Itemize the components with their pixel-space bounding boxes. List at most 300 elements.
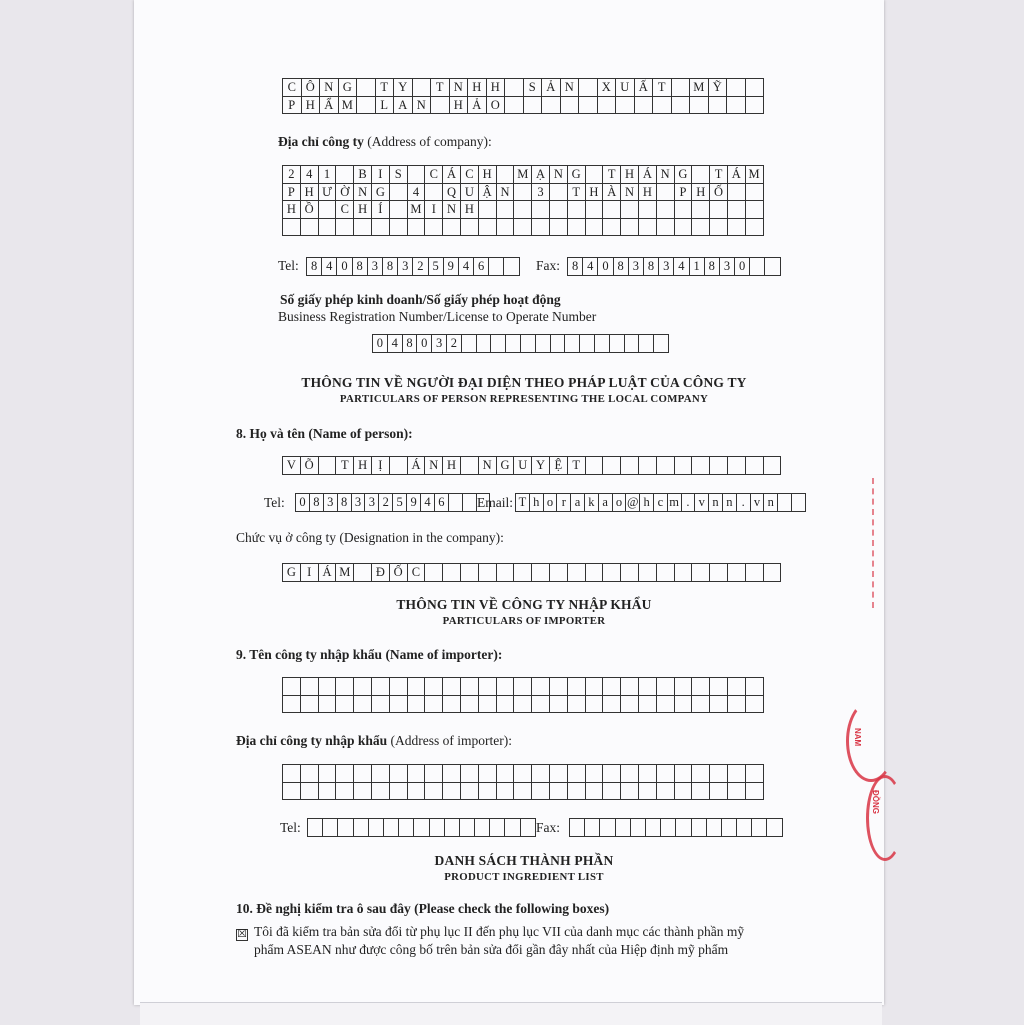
field-cell xyxy=(764,564,782,582)
field-cell: 8 xyxy=(307,258,322,276)
grid-cell xyxy=(675,201,693,219)
stamp-text-top: NAM xyxy=(853,728,862,747)
grid-cell xyxy=(443,783,461,801)
grid-cell xyxy=(354,696,372,714)
grid-cell xyxy=(675,219,693,237)
grid-cell xyxy=(586,201,604,219)
grid-cell: S xyxy=(390,166,408,184)
grid-cell xyxy=(461,765,479,783)
grid-cell xyxy=(710,765,728,783)
field-cell: o xyxy=(613,494,627,512)
grid-cell xyxy=(301,765,319,783)
grid-cell xyxy=(728,765,746,783)
field-cell xyxy=(646,819,661,837)
field-cell xyxy=(654,335,669,353)
grid-cell: À xyxy=(603,184,621,202)
check-text-line2: phẩm ASEAN như được công bố trên bản sửa đổi gần đây nhất của Hiệp định mỹ phẩm xyxy=(254,942,729,957)
field-cell xyxy=(461,457,479,475)
grid-cell xyxy=(639,696,657,714)
company-name-grid xyxy=(282,78,764,114)
field-cell xyxy=(746,564,764,582)
field-cell xyxy=(445,819,460,837)
grid-cell xyxy=(479,678,497,696)
license-number-field[interactable] xyxy=(372,334,669,353)
field-cell xyxy=(319,457,337,475)
field-cell: 8 xyxy=(705,258,720,276)
field-cell: C xyxy=(408,564,426,582)
grid-cell xyxy=(550,783,568,801)
grid-cell xyxy=(550,219,568,237)
field-cell: . xyxy=(737,494,751,512)
field-cell: 8 xyxy=(310,494,324,512)
grid-cell xyxy=(728,184,746,202)
field-cell xyxy=(449,494,463,512)
grid-cell xyxy=(443,765,461,783)
field-cell xyxy=(710,457,728,475)
grid-cell xyxy=(390,783,408,801)
importer-fax-field[interactable] xyxy=(569,818,783,837)
grid-cell: N xyxy=(657,166,675,184)
field-cell: 3 xyxy=(365,494,379,512)
field-cell: n xyxy=(709,494,723,512)
importer-address-grid[interactable] xyxy=(282,764,764,800)
grid-cell xyxy=(550,201,568,219)
grid-cell: H xyxy=(461,201,479,219)
grid-cell xyxy=(746,79,765,97)
grid-cell xyxy=(390,201,408,219)
grid-cell xyxy=(408,765,426,783)
grid-cell xyxy=(532,201,550,219)
field-cell xyxy=(491,335,506,353)
grid-cell xyxy=(621,765,639,783)
field-cell: 3 xyxy=(324,494,338,512)
grid-cell: G xyxy=(372,184,390,202)
field-cell: H xyxy=(354,457,372,475)
grid-cell: H xyxy=(354,201,372,219)
grid-cell xyxy=(390,765,408,783)
check-heading: 10. Đề nghị kiểm tra ô sau đây (Please check the following boxes) xyxy=(236,901,610,916)
field-cell: 8 xyxy=(614,258,629,276)
field-cell: 3 xyxy=(720,258,735,276)
field-cell xyxy=(675,564,693,582)
grid-cell: Á xyxy=(728,166,746,184)
grid-cell xyxy=(709,97,728,115)
grid-cell xyxy=(692,219,710,237)
field-cell: Đ xyxy=(372,564,390,582)
grid-cell xyxy=(514,219,532,237)
field-cell: 5 xyxy=(429,258,444,276)
field-cell: k xyxy=(585,494,599,512)
grid-cell xyxy=(568,765,586,783)
grid-cell: H xyxy=(283,201,301,219)
grid-cell xyxy=(603,219,621,237)
grid-cell xyxy=(425,219,443,237)
grid-cell: T xyxy=(431,79,450,97)
field-cell: c xyxy=(654,494,668,512)
field-cell xyxy=(657,457,675,475)
section-subtitle-importer: PARTICULARS OF IMPORTER xyxy=(442,615,606,627)
grid-cell xyxy=(746,184,764,202)
grid-cell xyxy=(390,219,408,237)
grid-cell xyxy=(586,783,604,801)
field-cell xyxy=(621,564,639,582)
field-cell: n xyxy=(723,494,737,512)
company-address-label: Địa chỉ công ty (Address of company): xyxy=(278,134,492,149)
grid-cell: N xyxy=(354,184,372,202)
field-cell: h xyxy=(530,494,544,512)
grid-cell xyxy=(319,201,337,219)
grid-cell: N xyxy=(561,79,580,97)
grid-cell xyxy=(425,696,443,714)
field-cell: 0 xyxy=(417,335,432,353)
grid-cell xyxy=(692,678,710,696)
grid-cell: I xyxy=(425,201,443,219)
field-cell: N xyxy=(425,457,443,475)
check-text-line1: Tôi đã kiểm tra bản sửa đổi từ phụ lục II đến phụ lục VII của danh mục các thành phần mỹ xyxy=(254,924,745,939)
grid-cell xyxy=(690,97,709,115)
grid-cell xyxy=(461,678,479,696)
grid-cell xyxy=(354,765,372,783)
grid-cell xyxy=(479,696,497,714)
field-cell: 4 xyxy=(583,258,598,276)
grid-cell xyxy=(283,783,301,801)
importer-address-label: Địa chỉ công ty nhập khẩu (Address of importer): xyxy=(236,733,513,748)
grid-cell xyxy=(639,219,657,237)
field-cell: @ xyxy=(626,494,640,512)
grid-cell: Í xyxy=(372,201,390,219)
grid-cell xyxy=(672,97,691,115)
field-cell xyxy=(639,564,657,582)
grid-cell xyxy=(603,765,621,783)
grid-cell: Ờ xyxy=(336,184,354,202)
designation-field[interactable] xyxy=(282,563,781,582)
grid-cell xyxy=(283,219,301,237)
grid-cell xyxy=(692,765,710,783)
license-label-en: Business Registration Number/License to Operate Number xyxy=(278,309,597,324)
field-cell xyxy=(461,564,479,582)
grid-cell xyxy=(657,184,675,202)
field-cell xyxy=(610,335,625,353)
grid-cell xyxy=(746,783,764,801)
person-name-field[interactable] xyxy=(282,456,781,475)
field-cell: o xyxy=(544,494,558,512)
grid-cell: T xyxy=(568,184,586,202)
grid-cell xyxy=(568,783,586,801)
field-cell: a xyxy=(571,494,585,512)
field-cell: v xyxy=(695,494,709,512)
grid-cell xyxy=(621,783,639,801)
importer-tel-field[interactable] xyxy=(307,818,536,837)
grid-cell: Ồ xyxy=(301,201,319,219)
grid-cell xyxy=(461,219,479,237)
field-cell xyxy=(792,494,806,512)
grid-cell: X xyxy=(598,79,617,97)
person-email-field[interactable] xyxy=(515,493,806,512)
field-cell: 0 xyxy=(296,494,310,512)
grid-cell: Ạ xyxy=(532,166,550,184)
grid-cell xyxy=(657,696,675,714)
grid-cell xyxy=(301,678,319,696)
grid-cell xyxy=(542,97,561,115)
grid-cell xyxy=(710,219,728,237)
grid-cell xyxy=(561,97,580,115)
grid-cell: H xyxy=(586,184,604,202)
grid-cell: C xyxy=(283,79,302,97)
field-cell xyxy=(586,457,604,475)
grid-cell xyxy=(357,79,376,97)
field-cell xyxy=(585,819,600,837)
grid-cell xyxy=(675,678,693,696)
field-cell: 4 xyxy=(421,494,435,512)
field-cell: 0 xyxy=(735,258,750,276)
grid-cell xyxy=(413,79,432,97)
grid-cell xyxy=(653,97,672,115)
field-cell: 2 xyxy=(413,258,428,276)
stamp-seal-lower xyxy=(866,775,904,861)
grid-cell xyxy=(408,678,426,696)
field-cell xyxy=(767,819,782,837)
person-email-label: Email: xyxy=(477,495,513,510)
grid-cell xyxy=(524,97,543,115)
grid-cell xyxy=(497,765,515,783)
grid-cell xyxy=(728,783,746,801)
grid-cell xyxy=(639,783,657,801)
field-cell xyxy=(657,564,675,582)
grid-cell xyxy=(692,201,710,219)
grid-cell: I xyxy=(372,166,390,184)
grid-cell xyxy=(639,201,657,219)
grid-cell xyxy=(710,696,728,714)
field-cell xyxy=(621,457,639,475)
importer-name-label: 9. Tên công ty nhập khẩu (Name of importer): xyxy=(236,647,503,662)
grid-cell: 4 xyxy=(301,166,319,184)
field-cell: 3 xyxy=(629,258,644,276)
grid-cell xyxy=(319,783,337,801)
grid-cell xyxy=(497,678,515,696)
grid-cell xyxy=(301,219,319,237)
grid-cell xyxy=(390,696,408,714)
field-cell xyxy=(462,335,477,353)
grid-cell xyxy=(586,696,604,714)
field-cell xyxy=(625,335,640,353)
stamp-fragment-upper xyxy=(872,478,888,608)
grid-cell xyxy=(283,765,301,783)
field-cell xyxy=(570,819,585,837)
field-cell xyxy=(722,819,737,837)
importer-tel-label: Tel: xyxy=(280,820,301,835)
grid-cell xyxy=(497,219,515,237)
field-cell: a xyxy=(599,494,613,512)
grid-cell: Q xyxy=(443,184,461,202)
asean-check-checkbox[interactable]: ☒ xyxy=(237,928,247,940)
grid-cell xyxy=(505,79,524,97)
grid-cell: H xyxy=(487,79,506,97)
grid-cell xyxy=(425,783,443,801)
field-cell xyxy=(692,564,710,582)
field-cell xyxy=(765,258,780,276)
field-cell: 3 xyxy=(432,335,447,353)
grid-cell xyxy=(390,184,408,202)
grid-cell xyxy=(727,97,746,115)
field-cell xyxy=(490,819,505,837)
grid-cell: T xyxy=(710,166,728,184)
field-cell xyxy=(639,335,654,353)
grid-cell xyxy=(479,783,497,801)
grid-cell: N xyxy=(443,201,461,219)
field-cell: 2 xyxy=(447,335,462,353)
grid-cell xyxy=(621,678,639,696)
grid-cell: A xyxy=(394,97,413,115)
grid-cell xyxy=(550,765,568,783)
field-cell xyxy=(536,335,551,353)
field-cell: 1 xyxy=(690,258,705,276)
designation-label: Chức vụ ở công ty (Designation in the company): xyxy=(236,530,504,545)
field-cell: 2 xyxy=(379,494,393,512)
grid-cell xyxy=(336,678,354,696)
field-cell: T xyxy=(516,494,530,512)
field-cell: Ố xyxy=(390,564,408,582)
grid-cell: Y xyxy=(394,79,413,97)
grid-cell xyxy=(621,201,639,219)
grid-cell xyxy=(746,765,764,783)
grid-cell: C xyxy=(425,166,443,184)
grid-cell: H xyxy=(621,166,639,184)
grid-cell xyxy=(461,696,479,714)
grid-cell xyxy=(657,765,675,783)
field-cell xyxy=(600,819,615,837)
grid-cell xyxy=(692,696,710,714)
grid-cell xyxy=(603,201,621,219)
field-cell xyxy=(707,819,722,837)
grid-cell: Ả xyxy=(542,79,561,97)
grid-cell xyxy=(586,678,604,696)
grid-cell xyxy=(336,783,354,801)
importer-fax-label: Fax: xyxy=(536,820,561,835)
grid-cell xyxy=(603,783,621,801)
grid-cell: H xyxy=(639,184,657,202)
field-cell: 6 xyxy=(435,494,449,512)
grid-cell: T xyxy=(603,166,621,184)
field-cell: 4 xyxy=(388,335,403,353)
grid-cell xyxy=(372,783,390,801)
grid-cell xyxy=(710,678,728,696)
field-cell: 4 xyxy=(459,258,474,276)
grid-cell: Ậ xyxy=(479,184,497,202)
grid-cell: P xyxy=(675,184,693,202)
company-fax-field[interactable] xyxy=(567,257,781,276)
field-cell xyxy=(616,819,631,837)
field-cell xyxy=(477,335,492,353)
grid-cell xyxy=(425,765,443,783)
field-cell xyxy=(550,564,568,582)
grid-cell xyxy=(505,97,524,115)
field-cell: 0 xyxy=(373,335,388,353)
field-cell: Ị xyxy=(372,457,390,475)
grid-cell: G xyxy=(675,166,693,184)
grid-cell: M xyxy=(690,79,709,97)
field-cell xyxy=(631,819,646,837)
grid-cell xyxy=(514,696,532,714)
grid-cell xyxy=(550,696,568,714)
grid-cell: U xyxy=(616,79,635,97)
company-tel-field[interactable] xyxy=(306,257,520,276)
person-tel-field[interactable] xyxy=(295,493,490,512)
grid-cell xyxy=(431,97,450,115)
grid-cell xyxy=(497,696,515,714)
importer-name-grid[interactable] xyxy=(282,677,764,713)
field-cell: Á xyxy=(319,564,337,582)
field-cell xyxy=(489,258,504,276)
grid-cell xyxy=(372,219,390,237)
grid-cell xyxy=(425,184,443,202)
field-cell: 8 xyxy=(568,258,583,276)
grid-cell: H xyxy=(302,97,321,115)
grid-cell xyxy=(586,219,604,237)
grid-cell xyxy=(746,201,764,219)
field-cell: H xyxy=(443,457,461,475)
grid-cell xyxy=(461,783,479,801)
field-cell: 9 xyxy=(444,258,459,276)
grid-cell xyxy=(336,219,354,237)
grid-cell: O xyxy=(487,97,506,115)
grid-cell xyxy=(354,678,372,696)
grid-cell: N xyxy=(621,184,639,202)
field-cell xyxy=(521,819,536,837)
grid-cell xyxy=(532,678,550,696)
field-cell xyxy=(414,819,429,837)
field-cell xyxy=(639,457,657,475)
field-cell xyxy=(497,564,515,582)
field-cell xyxy=(460,819,475,837)
grid-cell xyxy=(657,783,675,801)
grid-cell xyxy=(408,783,426,801)
field-cell xyxy=(323,819,338,837)
grid-cell xyxy=(675,765,693,783)
grid-cell xyxy=(746,219,764,237)
person-name-label: 8. Họ và tên (Name of person): xyxy=(236,426,413,441)
field-cell xyxy=(676,819,691,837)
field-cell: 5 xyxy=(393,494,407,512)
field-cell xyxy=(532,564,550,582)
grid-cell: H xyxy=(450,97,469,115)
field-cell xyxy=(475,819,490,837)
grid-cell: G xyxy=(339,79,358,97)
field-cell xyxy=(603,457,621,475)
field-cell: G xyxy=(283,564,301,582)
grid-cell: 1 xyxy=(319,166,337,184)
grid-cell xyxy=(639,678,657,696)
grid-cell xyxy=(497,166,515,184)
field-cell: 4 xyxy=(322,258,337,276)
grid-cell: Á xyxy=(639,166,657,184)
field-cell xyxy=(728,457,746,475)
field-cell: Á xyxy=(408,457,426,475)
field-cell: 3 xyxy=(398,258,413,276)
grid-cell: N xyxy=(497,184,515,202)
grid-cell xyxy=(657,201,675,219)
grid-cell xyxy=(319,765,337,783)
company-fax-label: Fax: xyxy=(536,258,561,273)
grid-cell xyxy=(354,783,372,801)
section-subtitle-representative: PARTICULARS OF PERSON REPRESENTING THE LOCAL COMPANY xyxy=(339,393,709,405)
field-cell xyxy=(692,457,710,475)
grid-cell: Ả xyxy=(468,97,487,115)
grid-cell xyxy=(443,219,461,237)
grid-cell xyxy=(692,783,710,801)
field-cell: M xyxy=(336,564,354,582)
grid-cell xyxy=(675,783,693,801)
grid-cell xyxy=(635,97,654,115)
